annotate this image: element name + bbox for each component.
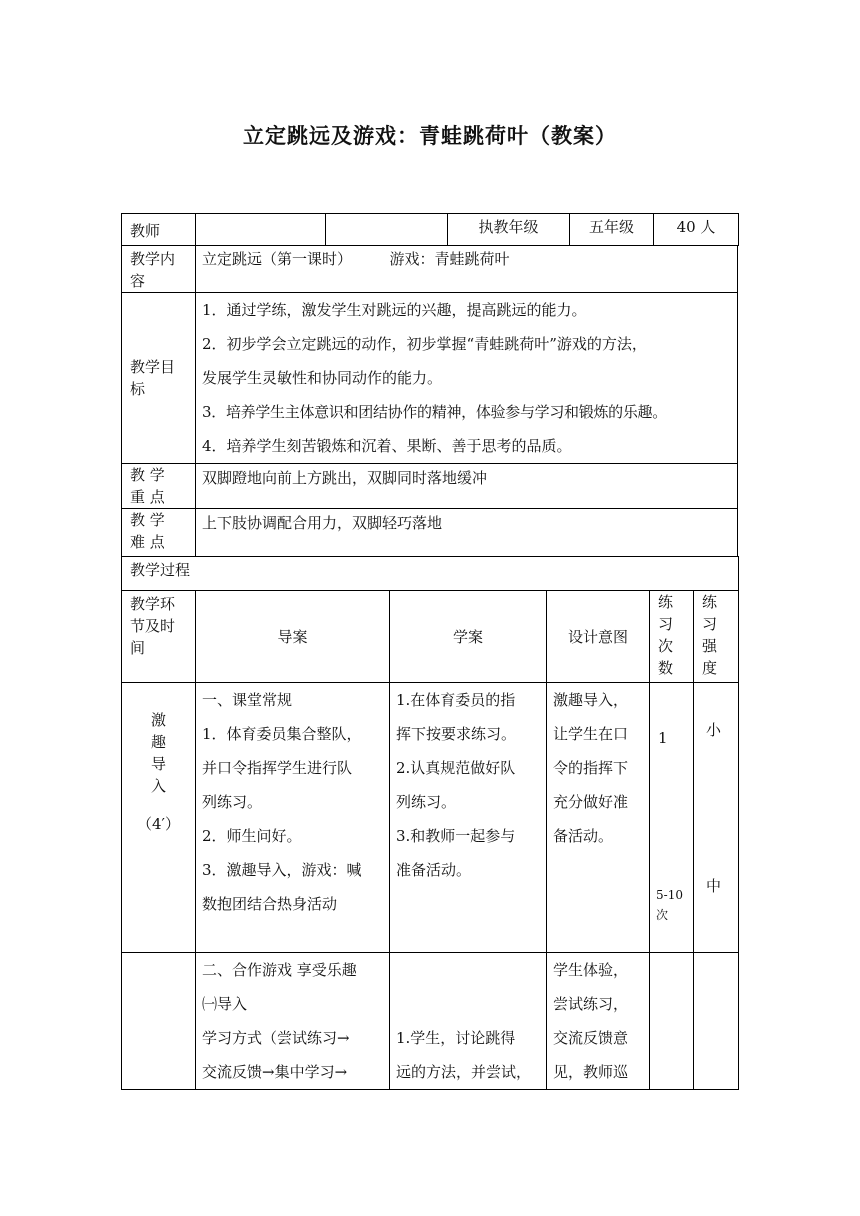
study-game xyxy=(390,953,547,1090)
study-line: 1.在体育委员的指 xyxy=(396,691,516,709)
design-line: 交流反馈意 xyxy=(553,1029,629,1047)
difficulty-label-line: 难 点 xyxy=(130,533,165,551)
stage-time: （4′） xyxy=(137,815,180,833)
study-line: 1.学生，讨论跳得 xyxy=(396,1029,516,1047)
student-count: 40 人 xyxy=(654,214,739,246)
guide-line: ㈠导入 xyxy=(202,995,248,1013)
difficulty-label xyxy=(122,509,196,557)
stage-char: 入 xyxy=(150,777,166,795)
goal-item: 发展学生灵敏性和协同动作的能力。 xyxy=(202,369,443,387)
guide-header: 导案 xyxy=(196,591,390,683)
grade-label: 执教年级 xyxy=(448,214,570,246)
guide-line: 并口令指挥学生进行队 xyxy=(202,759,353,777)
content-label: 教学内容 xyxy=(122,246,196,293)
design-line: 让学生在口 xyxy=(553,725,629,743)
count-header-char: 次 xyxy=(658,637,674,655)
design-line: 见，教师巡 xyxy=(553,1063,629,1081)
design-intro xyxy=(547,683,650,953)
count-header-char: 练 xyxy=(658,593,674,611)
study-line: 准备活动。 xyxy=(396,861,472,879)
guide-line: 2．师生问好。 xyxy=(202,827,302,845)
design-line: 尝试练习， xyxy=(553,995,629,1013)
guide-line: 3．激趣导入，游戏：喊 xyxy=(202,861,362,879)
guide-line: 学习方式（尝试练习→ xyxy=(202,1029,350,1047)
goal-item: 3．培养学生主体意识和团结协作的精神，体验参与学习和锻炼的乐趣。 xyxy=(202,403,667,421)
design-line: 激趣导入， xyxy=(553,691,629,709)
intensity-header-char: 强 xyxy=(702,637,718,655)
process-table xyxy=(121,556,739,1090)
teacher-label: 教师 xyxy=(122,214,196,246)
guide-line: 列练习。 xyxy=(202,793,263,811)
guide-line: 交流反馈→集中学习→ xyxy=(202,1063,348,1081)
intensity-header-char: 练 xyxy=(702,593,718,611)
intensity-value: 中 xyxy=(706,877,722,895)
design-line: 充分做好准 xyxy=(553,793,629,811)
key-text: 双脚蹬地向前上方跳出，双脚同时落地缓冲 xyxy=(196,464,738,509)
guide-line: 一、课堂常规 xyxy=(202,691,293,709)
stage-char: 趣 xyxy=(150,733,166,751)
guide-line: 二、合作游戏 享受乐趣 xyxy=(202,961,357,979)
study-line: 2.认真规范做好队 xyxy=(396,759,516,777)
guide-line: 数抱团结合热身活动 xyxy=(202,895,338,913)
design-line: 令的指挥下 xyxy=(553,759,629,777)
goals-list xyxy=(196,293,738,464)
stage-header: 教学环节及时间 xyxy=(122,591,196,683)
intensity-value: 小 xyxy=(706,721,722,739)
design-header: 设计意图 xyxy=(547,591,650,683)
guide-line: 1．体育委员集合整队， xyxy=(202,725,362,743)
content-text: 立定跳远（第一课时） 游戏：青蛙跳荷叶 xyxy=(196,246,738,293)
count-header-char: 习 xyxy=(658,615,674,633)
key-label-line: 重 点 xyxy=(130,488,165,506)
study-line: 列练习。 xyxy=(396,793,457,811)
goals-label: 教学目标 xyxy=(122,293,196,464)
lesson-plan-table xyxy=(121,213,738,1090)
stage-game xyxy=(122,953,196,1090)
design-game xyxy=(547,953,650,1090)
study-line: 挥下按要求练习。 xyxy=(396,725,517,743)
intensity-intro xyxy=(694,683,739,953)
count-header xyxy=(650,591,694,683)
grade-value: 五年级 xyxy=(570,214,654,246)
info-table xyxy=(121,213,739,246)
difficulty-text: 上下肢协调配合用力，双脚轻巧落地 xyxy=(196,509,738,557)
count-value: 1 xyxy=(658,729,668,747)
guide-intro xyxy=(196,683,390,953)
stage-char: 导 xyxy=(150,755,166,773)
study-line: 远的方法，并尝试， xyxy=(396,1063,532,1081)
count-value: 次 xyxy=(656,908,669,922)
intensity-header-char: 度 xyxy=(702,659,718,677)
goal-item: 1．通过学练，激发学生对跳远的兴趣，提高跳远的能力。 xyxy=(202,301,587,319)
key-label-line: 教 学 xyxy=(130,466,165,484)
process-label: 教学过程 xyxy=(122,557,739,591)
count-value: 5-10 xyxy=(656,888,683,902)
document-title: 立定跳远及游戏：青蛙跳荷叶（教案） xyxy=(243,124,617,148)
design-line: 备活动。 xyxy=(553,827,614,845)
key-label xyxy=(122,464,196,509)
goal-item: 4．培养学生刻苦锻炼和沉着、果断、善于思考的品质。 xyxy=(202,437,572,455)
teacher-value xyxy=(196,214,326,246)
study-line: 3.和教师一起参与 xyxy=(396,827,516,845)
stage-intro xyxy=(122,683,196,953)
study-intro xyxy=(390,683,547,953)
content-table xyxy=(121,245,738,557)
intensity-game xyxy=(694,953,739,1090)
difficulty-label-line: 教 学 xyxy=(130,511,165,529)
goal-item: 2．初步学会立定跳远的动作，初步掌握“青蛙跳荷叶”游戏的方法， xyxy=(202,335,647,353)
design-line: 学生体验， xyxy=(553,961,629,979)
stage-char: 激 xyxy=(150,711,166,729)
count-intro xyxy=(650,683,694,953)
study-header: 学案 xyxy=(390,591,547,683)
guide-game xyxy=(196,953,390,1090)
intensity-header xyxy=(694,591,739,683)
count-header-char: 数 xyxy=(658,659,674,677)
intensity-header-char: 习 xyxy=(702,615,718,633)
count-game xyxy=(650,953,694,1090)
blank-cell xyxy=(326,214,448,246)
